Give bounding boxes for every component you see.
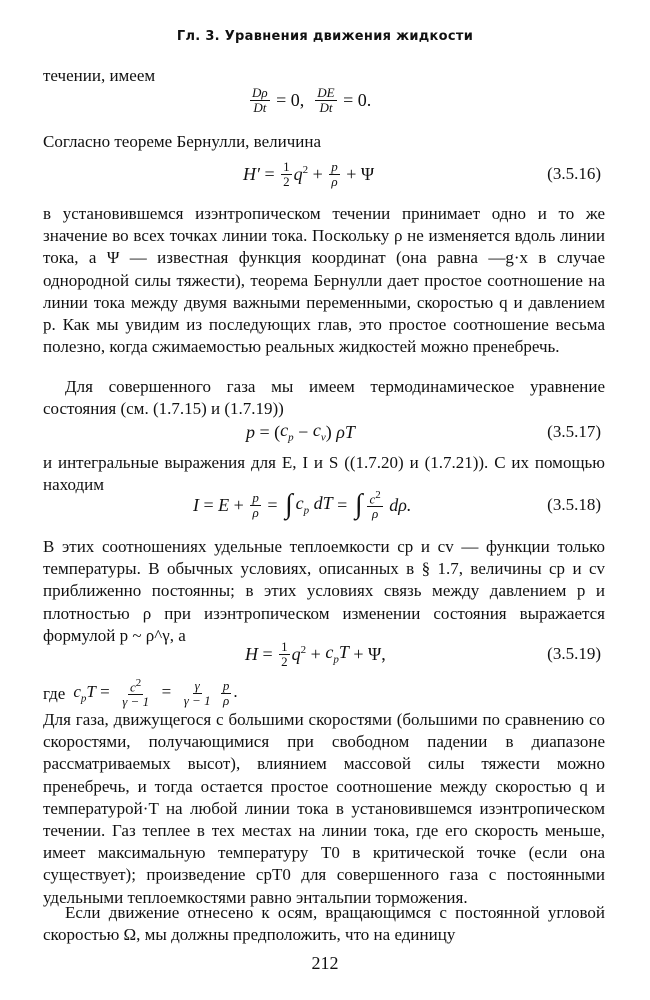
paragraph-5: и интегральные выражения для E, I и S ((1.7.20) и (1.7.21)). С их помощью находим: [43, 453, 605, 495]
equation-5-label: (3.5.19): [547, 644, 601, 663]
equation-3-formula: p = ( $c_p$ − $c_v$ ) ρT: [246, 420, 355, 444]
paragraph-4: Для совершенного газа мы имеем термодинамическое уравнение состояния (см. (1.7.15) и (1.7.19)): [43, 377, 605, 419]
equation-3: [43, 412, 605, 452]
paragraph-1: течении, имеем: [43, 66, 156, 85]
paragraph-8: Если движение отнесено к осям, вращающимся с постоянной угловой скоростью Ω, мы должны предположить, что на единицу: [43, 903, 605, 945]
equation-5-formula: H = $\frac{1}{2}$ $q^2$ + $c_pT$ + Ψ,: [245, 638, 386, 669]
equation-6-formula: $c_pT$ = $\frac{c^2}{\gamma - 1}$ = $\frac{\gamma}{\gamma - 1}$ $\frac{p}{\rho}$ .: [73, 677, 238, 710]
equation-1: [43, 80, 605, 120]
equation-2-formula: H′ = $\frac{1}{2}$ $q^2$ + $\frac{p}{\rho}$ + Ψ: [243, 158, 375, 189]
equation-5: [43, 634, 605, 674]
equation-4-label: (3.5.18): [547, 495, 601, 514]
equation-2: [43, 154, 605, 194]
paragraph-7-lead: [43, 677, 605, 710]
running-head: Гл. 3. Уравнения движения жидкости: [176, 29, 474, 44]
paragraph-7: Для газа, движущегося с большими скоростями (большими по сравнению со скоростями, получающимися при свободном падении в диапазоне рассматриваемых высот), влиянием массовой силы тяжести можно пренебречь, и тогда остается простое соотношение между скоростью q и температурой·T на любой линии тока в установившемся изэнтропическом течении. Газ теплее в тех местах на линии тока, где его скорость меньше, имеет максимальную температуру T0 в критической точке (если она существует); произведение cpT0 для совершенного газа с постоянными удельными теплоемкостями равно энтальпии торможения.: [43, 710, 605, 907]
equation-3-label: (3.5.17): [547, 422, 601, 441]
paragraph-2: Согласно теореме Бернулли, величина: [43, 132, 322, 151]
equation-4-formula: I = E + $\frac{p}{\rho}$ = ∫ $c_p$ dT = ∫ $c^2$ ρ dρ.: [193, 488, 412, 521]
page-number: 212: [311, 953, 339, 973]
paragraph-6: В этих соотношениях удельные теплоемкости cp и cv — функции только температуры. В обычных условиях, описанных в § 1.7, величины cp и cv приближенно постоянны; в этих условиях связь между давлением p и плотностью ρ при изэнтропическом изменении состояния выражается формулой p ~ ρ^γ, а: [43, 537, 605, 645]
equation-2-label: (3.5.16): [547, 164, 601, 183]
equation-1-formula: $\frac{D\rho}{Dt}$ = 0, $\frac{DE}{Dt}$ = 0.: [252, 84, 372, 115]
paragraph-7-where: где: [43, 683, 66, 703]
equation-4: [43, 485, 605, 525]
paragraph-3: в установившемся изэнтропическом течении принимает одно и то же значение во всех точках линии тока. Поскольку ρ не изменяется вдоль линии тока, а Ψ — известная функция координат (она равна —g·x в случае однородной силы тяжести), теорема Бернулли дает простое соотношение на линии тока между двумя важными переменными, скоростью q и давлением p. Как мы увидим из последующих глав, это простое соотношение весьма полезно, когда сжимаемостью реальных жидкостей можно пренебречь.: [43, 204, 605, 357]
